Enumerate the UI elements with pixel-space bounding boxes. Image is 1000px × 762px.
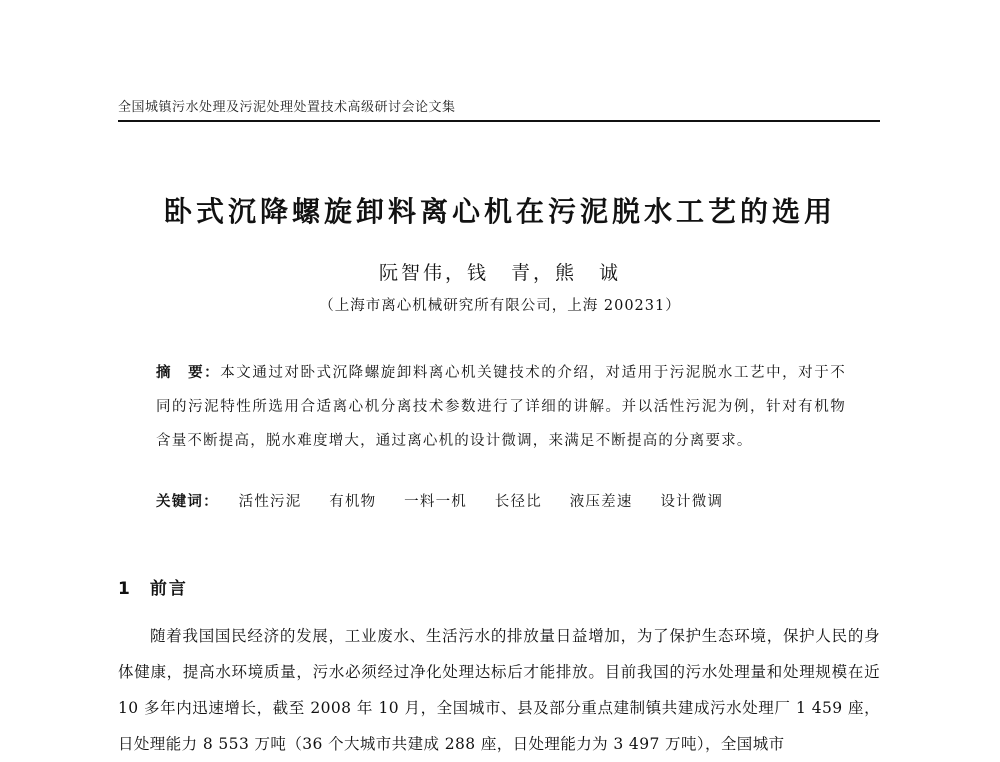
abstract xyxy=(156,356,846,458)
keyword: 液压差速 xyxy=(569,494,633,510)
section-heading xyxy=(118,574,188,599)
authors: 阮智伟，钱 青，熊 诚 xyxy=(378,262,621,284)
section-number: 1 xyxy=(118,579,132,599)
keyword: 有机物 xyxy=(329,494,377,510)
running-header: 全国城镇污水处理及污泥处理处置技术高级研讨会论文集 xyxy=(118,100,456,115)
keyword: 长径比 xyxy=(494,494,542,510)
abstract-label: 摘 要： xyxy=(156,365,221,381)
keyword: 一料一机 xyxy=(404,494,467,510)
section-title: 前言 xyxy=(149,579,188,599)
header-rule xyxy=(118,120,880,122)
paper-title: 卧式沉降螺旋卸料离心机在污泥脱水工艺的选用 xyxy=(163,195,836,228)
keyword: 活性污泥 xyxy=(238,494,302,510)
affiliation: （上海市离心机械研究所有限公司，上海 200231） xyxy=(319,298,681,314)
keywords xyxy=(156,490,856,511)
keyword: 设计微调 xyxy=(660,494,724,510)
abstract-text: 本文通过对卧式沉降螺旋卸料离心机关键技术的介绍，对适用于污泥脱水工艺中，对于不同的污泥特性所选用合适离心机分离技术参数进行了详细的讲解。并以活性污泥为例，针对有机物含量不断提高，脱水难度增大，通过离心机的设计微调，来满足不断提高的分离要求。 xyxy=(156,365,846,449)
body-paragraph: 随着我国国民经济的发展，工业废水、生活污水的排放量日益增加，为了保护生态环境，保护人民的身体健康，提高水环境质量，污水必须经过净化处理达标后才能排放。目前我国的污水处理量和处理规模在近 10 多年内迅速增长，截至 2008 年 10 月，全国城市、县及部分重点建制镇共建成污水处理厂 1 459 座，日处理能力 8 553 万吨（36 个大城市共建成 288 座，日处理能力为 3 497 万吨），全国城市 xyxy=(118,627,880,753)
keywords-label: 关键词： xyxy=(156,494,219,510)
